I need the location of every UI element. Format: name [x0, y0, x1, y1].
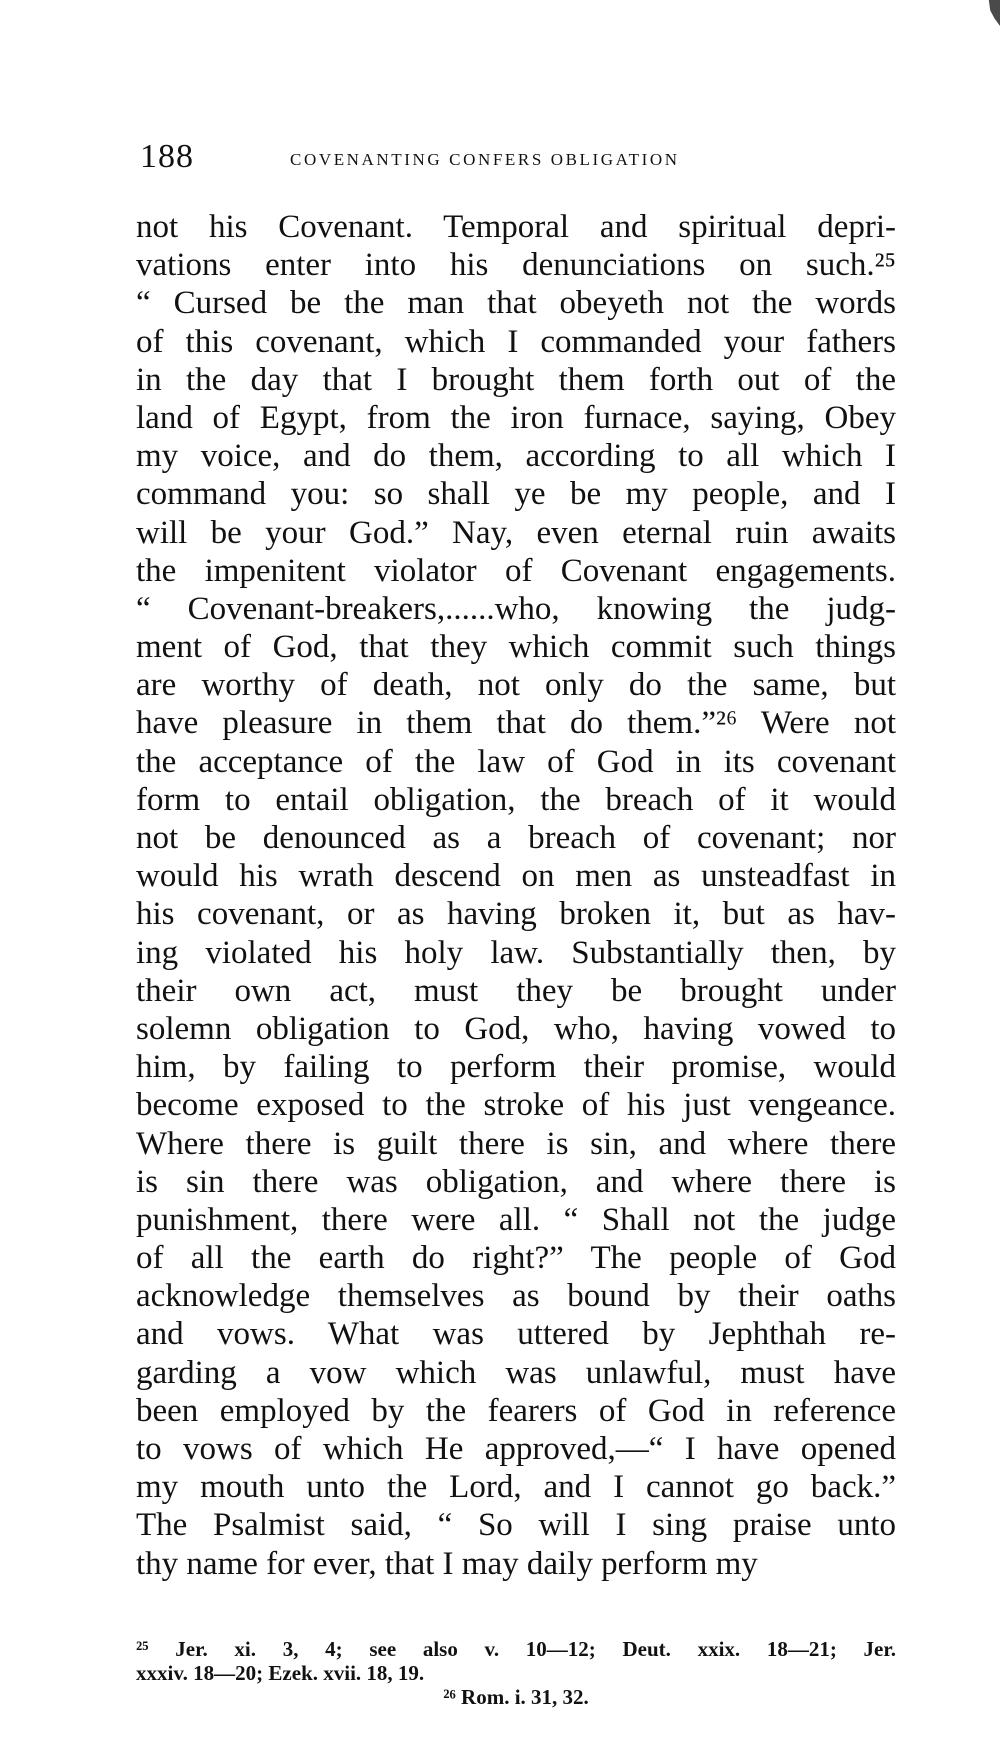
page-corner-mark: [986, 0, 1000, 26]
running-head: [140, 138, 900, 178]
text-line: land of Egypt, from the iron furnace, saying, Obey: [136, 399, 896, 436]
text-line: not his Covenant. Temporal and spiritual depri-: [136, 209, 896, 245]
text-line: become exposed to the stroke of his just vengeance.: [136, 1087, 896, 1124]
text-line: is sin there was obligation, and where there is: [136, 1163, 896, 1200]
text-line: form to entail obligation, the breach of it would: [136, 781, 896, 818]
text-line: my voice, and do them, according to all which I: [136, 438, 896, 475]
text-line: have pleasure in them that do them.”²⁶ Were not: [136, 705, 896, 742]
text-line: acknowledge themselves as bound by their oaths: [136, 1278, 896, 1315]
body-text: [136, 208, 896, 1583]
text-line: ment of God, that they which commit such things: [136, 629, 896, 666]
page-number: 188: [140, 138, 194, 175]
text-line: The Psalmist said, “ So will I sing praise unto: [136, 1507, 896, 1544]
text-line: of this covenant, which I commanded your fathers: [136, 323, 896, 360]
text-line: my mouth unto the Lord, and I cannot go back.”: [136, 1469, 896, 1506]
running-head-title: COVENANTING CONFERS OBLIGATION: [290, 150, 680, 169]
text-line: command you: so shall ye be my people, and I: [136, 476, 896, 513]
text-line: been employed by the fearers of God in reference: [136, 1392, 896, 1429]
text-line: would his wrath descend on men as unsteadfast in: [136, 858, 896, 895]
text-line: and vows. What was uttered by Jephthah re-: [136, 1316, 896, 1353]
text-line: the impenitent violator of Covenant engagements.: [136, 552, 896, 589]
text-line: “ Covenant-breakers,......who, knowing the judg-: [136, 590, 896, 627]
text-line: are worthy of death, not only do the same, but: [136, 667, 896, 704]
text-line: solemn obligation to God, who, having vowed to: [136, 1010, 896, 1047]
text-line: the acceptance of the law of God in its covenant: [136, 743, 896, 780]
text-line: will be your God.” Nay, even eternal ruin awaits: [136, 514, 896, 551]
text-line: of all the earth do right?” The people of God: [136, 1240, 896, 1277]
text-line: their own act, must they be brought under: [136, 972, 896, 1009]
text-line: him, by failing to perform their promise, would: [136, 1049, 896, 1086]
text-line: garding a vow which was unlawful, must have: [136, 1354, 896, 1391]
text-line: thy name for ever, that I may daily perform my: [136, 1545, 758, 1582]
text-line: ing violated his holy law. Substantially then, by: [136, 934, 896, 971]
text-line: Where there is guilt there is sin, and where there: [136, 1125, 896, 1162]
text-line: punishment, there were all. “ Shall not the judge: [136, 1201, 896, 1238]
footnotes: [136, 1637, 896, 1709]
text-line: vations enter into his denunciations on such.²⁵: [136, 247, 896, 284]
footnote-25-line-1: ²⁵ Jer. xi. 3, 4; see also v. 10—12; Deut. xxix. 18—21; Jer.: [136, 1637, 896, 1661]
text-line: not be denounced as a breach of covenant; nor: [136, 820, 896, 856]
text-line: his covenant, or as having broken it, but as hav-: [136, 896, 896, 933]
footnote-25-line-2: xxxiv. 18—20; Ezek. xvii. 18, 19.: [136, 1661, 425, 1685]
text-line: in the day that I brought them forth out of the: [136, 361, 896, 398]
text-line: to vows of which He approved,—“ I have opened: [136, 1431, 896, 1467]
text-line: “ Cursed be the man that obeyeth not the words: [136, 285, 896, 322]
footnote-26: ²⁶ Rom. i. 31, 32.: [443, 1685, 589, 1709]
